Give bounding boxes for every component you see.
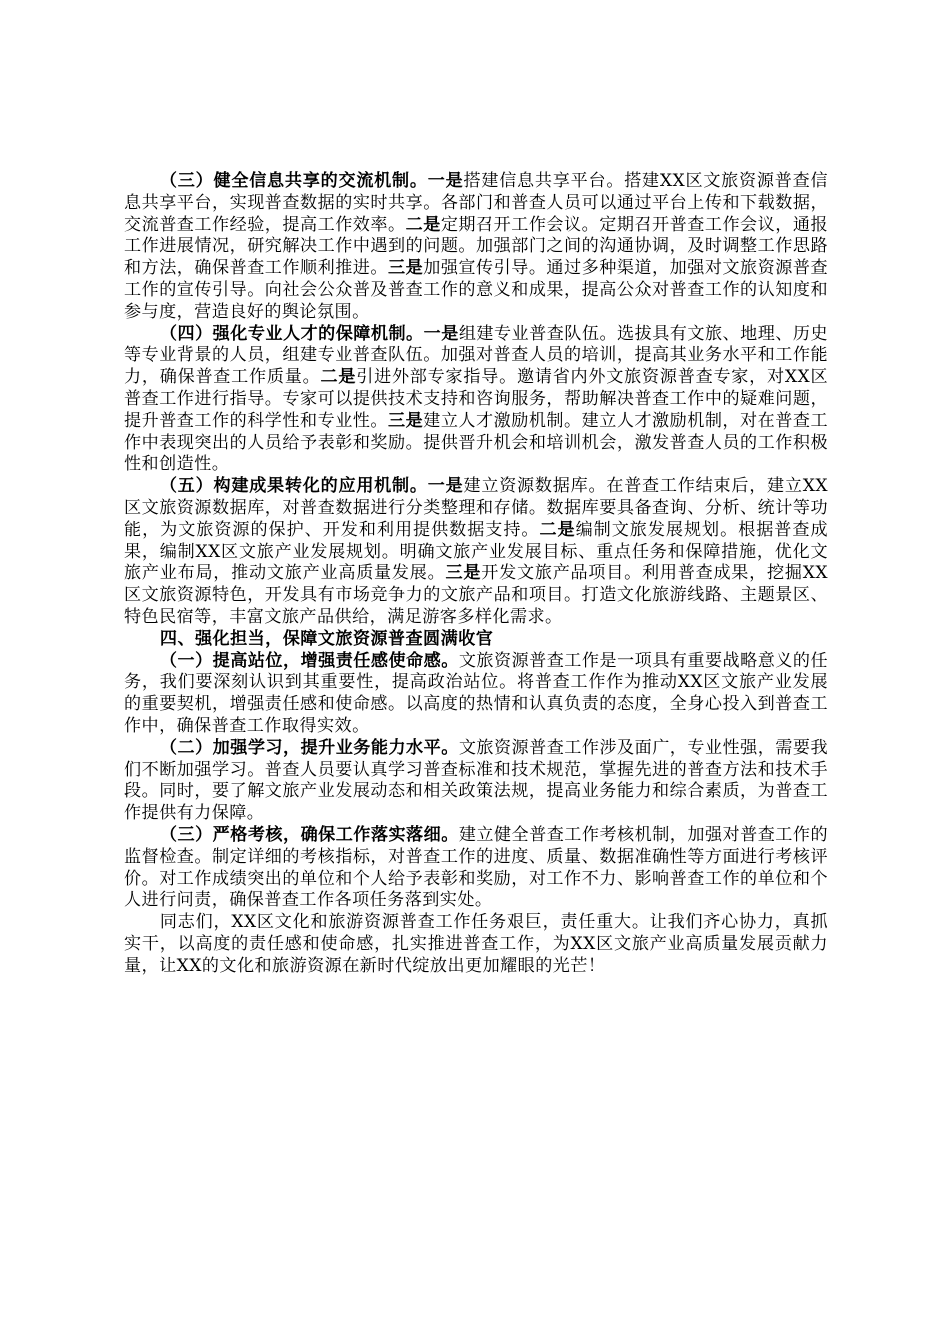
- section-heading: （二）加强学习，提升业务能力水平。: [159, 737, 459, 758]
- point-marker: 二是: [405, 214, 441, 235]
- body-text: 编制文旅发展规划。根据普查成果，编制XX区文旅产业发展规划。明确文旅产业发展目标、重点任务和保障措施，优化文旅产业布局，推动文旅产业高质量发展。: [124, 519, 828, 584]
- point-marker: 二是: [320, 367, 357, 388]
- chapter-heading-four: 四、强化担当，保障文旅资源普查圆满收官: [159, 628, 494, 649]
- body-text: 定期召开工作会议。定期召开普查工作会议，通报工作进展情况，研究解决工作中遇到的问题。加强部门之间的沟通协调，及时调整工作思路和方法，确保普查工作顺利推进。: [124, 214, 828, 279]
- point-marker: 一是: [423, 323, 459, 344]
- paragraph-strengthen-learning: [124, 738, 828, 825]
- body-text: 同志们，XX区文化和旅游资源普查工作任务艰巨，责任重大。让我们齐心协力，真抓实干，以高度的责任感和使命感，扎实推进普查工作，为XX区文旅产业高质量发展贡献力量，让XX的文化和旅游资源在新时代绽放出更加耀眼的光芒！: [124, 912, 828, 976]
- point-marker: 三是: [388, 258, 424, 279]
- paragraph-strict-assessment: [124, 825, 828, 912]
- point-marker: 二是: [539, 519, 576, 540]
- point-marker: 三是: [388, 410, 424, 431]
- body-text: 建立人才激励机制。建立人才激励机制，对在普查工作中表现突出的人员给予表彰和奖励。提供晋升机会和培训机会，激发普查人员的工作积极性和创造性。: [124, 410, 828, 475]
- point-marker: 三是: [445, 563, 482, 584]
- body-text: 加强宣传引导。通过多种渠道，加强对文旅资源普查工作的宣传引导。向社会公众普及普查工作的意义和成果，提高公众对普查工作的认知度和参与度，营造良好的舆论氛围。: [124, 258, 828, 322]
- section-heading: （四）强化专业人才的保障机制。: [159, 323, 424, 344]
- paragraph-info-sharing-mechanism: [124, 171, 828, 324]
- paragraph-raise-standing: [124, 651, 828, 738]
- body-text: 建立资源数据库。在普查工作结束后，建立XX区文旅资源数据库，对普查数据进行分类整理和存储。数据库要具备查询、分析、统计等功能，为文旅资源的保护、开发和利用提供数据支持。: [124, 476, 828, 540]
- body-text: 文旅资源普查工作是一项具有重要战略意义的任务，我们要深刻认识到其重要性，提高政治站位。将普查工作作为推动XX区文旅产业发展的重要契机，增强责任感和使命感。以高度的热情和认真负责的态度，全身心投入到普查工作中，确保普查工作取得实效。: [124, 650, 828, 736]
- body-text: 引进外部专家指导。邀请省内外文旅资源普查专家，对XX区普查工作进行指导。专家可以提供技术支持和咨询服务，帮助解决普查工作中的疑难问题，提升普查工作的科学性和专业性。: [124, 367, 828, 431]
- point-marker: 一是: [427, 476, 464, 497]
- paragraph-closing-remarks: [124, 912, 828, 977]
- document-page: [124, 171, 828, 977]
- body-text: 建立健全普查工作考核机制，加强对普查工作的监督检查。制定详细的考核指标，对普查工作的进度、质量、数据准确性等方面进行考核评价。对工作成绩突出的单位和个人给予表彰和奖励，对工作不力、影响普查工作的单位和个人进行问责，确保普查工作各项任务落到实处。: [124, 824, 828, 911]
- body-text: 搭建信息共享平台。搭建XX区文旅资源普查信息共享平台，实现普查数据的实时共享。各部门和普查人员可以通过平台上传和下载数据，交流普查工作经验，提高工作效率。: [124, 171, 828, 235]
- body-text: 文旅资源普查工作涉及面广，专业性强，需要我们不断加强学习。普查人员要认真学习普查标准和技术规范，掌握先进的普查方法和技术手段。同时，要了解文旅产业发展动态和相关政策法规，提高业务能力和综合素质，为普查工作提供有力保障。: [124, 737, 828, 824]
- paragraph-talent-mechanism: [124, 324, 828, 477]
- section-heading: （三）健全信息共享的交流机制。: [159, 171, 428, 191]
- body-text: 开发文旅产品项目。利用普查成果，挖掘XX区文旅资源特色，开发具有市场竞争力的文旅产品和项目。打造文化旅游线路、主题景区、特色民宿等，丰富文旅产品供给，满足游客多样化需求。: [124, 563, 828, 627]
- body-text: 组建专业普查队伍。选拔具有文旅、地理、历史等专业背景的人员，组建专业普查队伍。加强对普查人员的培训，提高其业务水平和工作能力，确保普查工作质量。: [124, 323, 828, 388]
- section-heading: （三）严格考核，确保工作落实落细。: [159, 824, 459, 845]
- section-heading: （一）提高站位，增强责任感使命感。: [159, 650, 459, 671]
- point-marker: 一是: [427, 171, 464, 191]
- paragraph-results-application: [124, 476, 828, 629]
- section-heading: （五）构建成果转化的应用机制。: [159, 476, 428, 497]
